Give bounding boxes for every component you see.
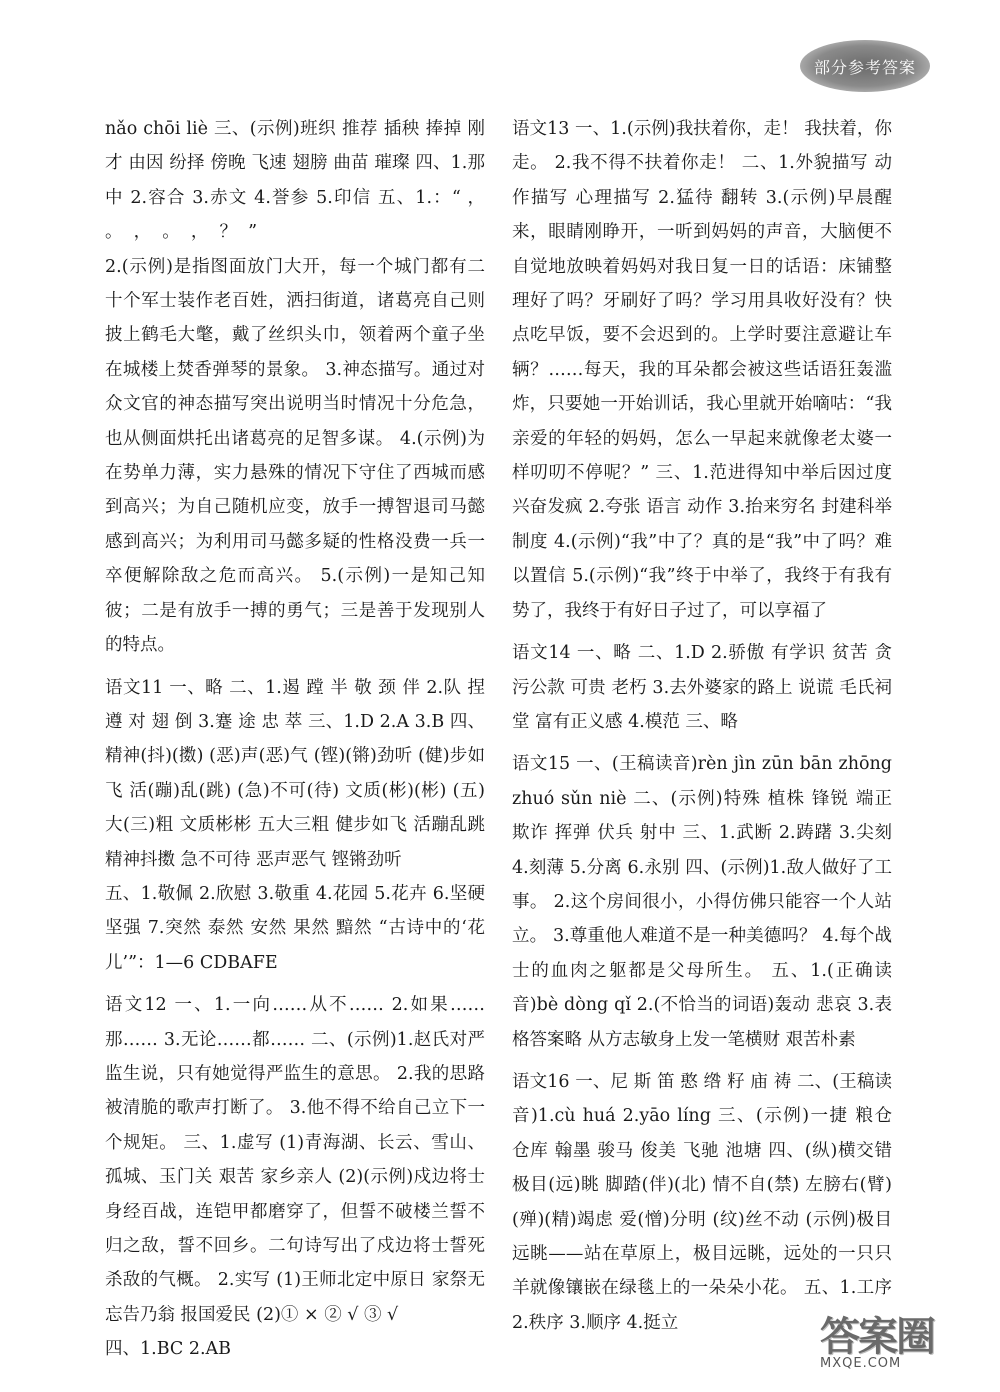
answer-header-badge: 部分参考答案 [800, 40, 930, 92]
answer-block-ln-1: nǎo chōi liè 三、(示例)班织 推荐 插秧 捧掉 刚才 由因 纷择 傍晚 飞速 翅膀 曲苗 璀璨 四、1.那中 2.容合 3.赤文 4.誉参 5.印信 五、1.：“ ， 。 ， 。 ， ？ ” [105, 119, 497, 243]
watermark-main-text: 答案圈 [820, 1314, 934, 1360]
answer-block-rn-1: 语文13 一、1.(示例)我扶着你，走！ 我扶着，你走。 2.我不得不扶着你走！ 二、1.外貌描写 动作描写 心理描写 2.猛待 翻转 3.(示例)早晨醒来，眼睛刚睁开，一听到妈妈的声音，大脑便不自觉地放映着妈妈对我日复一日的话语：床铺整理好了吗？牙刷好了吗？学习用具收好没有？快点吃早饭，要不会迟到的。上学时要注意避让车辆？……每天，我的耳朵都会被这些话语狂轰滥炸，只要她一开始训话，我心里就开始嘀咕：“我亲爱的年轻的妈妈，怎么一早起来就像老太婆一样叨叨不停呢？” 三、1.范进得知中举后因过度兴奋发疯 2.夸张 语言 动作 3.抬来穷名 封建科举制度 4.(示例)“我”中了？真的是“我”中了吗？难以置信 5.(示例)“我”终于中举了，我终于有我有势了，我终于有好日子过了，可以享福了 [512, 119, 892, 621]
answer-block-rn-4: 语文16 一、尼 斯 笛 憨 绺 籽 庙 祷 二、(王稿读音)1.cù huá 2.yāo líng 三、(示例)一捷 粮仓 仓库 翰墨 骏马 俊美 飞驰 池塘 四、(纵)横交错 极目(远)眺 脚踏(伴)(北) 情不自(禁) 左膀右(臂) (殚)(精)竭虑 爱(憎)分明 (纹)丝不动 (示例)极目远眺——站在草原上，极目远眺，远处的一只只羊就像镶嵌在绿毯上的一朵朵小花。 五、1.工序 2.秩序 3.顺序 4.挺立 [512, 1071, 898, 1333]
watermark-url-text: MXQE.COM [820, 1356, 902, 1371]
right-answer-column [512, 112, 898, 1340]
answer-block-rn-2: 语文14 一、略 二、1.D 2.骄傲 有学识 贫苦 贪污公款 可贵 老朽 3.去外婆家的路上 说谎 毛氏祠堂 富有正义感 4.模范 三、略 [512, 643, 892, 732]
left-answer-column [105, 112, 497, 1367]
answer-block-ln-3: 语文11 一、略 二、1.遏 蹚 半 敬 颈 伴 2.队 捏 遵 对 翅 倒 3.蹇 途 忠 萃 三、1.D 2.A 3.B 四、精神(抖)(擞) (恶)声(恶)气 (铿)(锵)劲听 (健)步如飞 活(蹦)乱(跳) (急)不可(待) 文质(彬)(彬) (五)大(三)粗 文质彬彬 五大三粗 健步如飞 活蹦乱跳 精神抖擞 急不可待 恶声恶气 铿锵劲听 [105, 677, 491, 870]
answer-block-ln-5: 语文12 一、1.一向……从不…… 2.如果……那…… 3.无论……都…… 二、(示例)1.赵氏对严监生说，只有她觉得严监生的意思。 2.我的思路被清脆的歌声打断了。 3.他不得不给自己立下一个规矩。 三、1.虚写 (1)青海湖、长云、雪山、孤城、玉门关 艰苦 家乡亲人 (2)(示例)戍边将士身经百战，连铠甲都磨穿了，但誓不破楼兰誓不归之敌，誓不回乡。二句诗写出了戍边将士誓死杀敌的气概。 2.实写 (1)王师北定中原日 家祭无忘告乃翁 报国爱民 (2)① × ② √ ③ √ [105, 995, 485, 1325]
answer-block-ln-6: 四、1.BC 2.AB [105, 1339, 232, 1360]
answer-block-rn-3: 语文15 一、(王稿读音)rèn jìn zūn bān zhōng zhuó sǔn niè 二、(示例)特殊 植株 锋锐 端正 欺诈 挥弹 伏兵 射中 三、1.武断 2.踌躇 3.尖刻 4.刻薄 5.分离 6.永别 四、(示例)1.敌人做好了工事。 2.这个房间很小，小得仿佛只能容一个人站立。 3.尊重他人难道不是一种美德吗？ 4.每个战士的血肉之躯都是父母所生。 五、1.(正确读音)bè dòng qǐ 2.(不恰当的词语)轰动 悲哀 3.表格答案略 从方志敏身上发一笔横财 艰苦朴素 [512, 754, 898, 1050]
answer-block-ln-4: 五、1.敬佩 2.欣慰 3.敬重 4.花园 5.花卉 6.坚硬 坚强 7.突然 泰然 安然 果然 黯然 “古诗中的‘花儿’”：1—6 CDBAFE [105, 883, 491, 973]
answer-block-ln-2: 2.(示例)是指图面放门大开，每一个城门都有二十个军士装作老百姓，洒扫街道，诸葛亮自己则披上鹤毛大氅，戴了丝织头巾，领着两个童子坐在城楼上焚香弹琴的景象。 3.神态描写。通过对众文官的神态描写突出说明当时情况十分危急，也从侧面烘托出诸葛亮的足智多谋。 4.(示例)为在势单力薄，实力悬殊的情况下守住了西城而感到高兴；为自己随机应变，放手一搏智退司马懿感到高兴；为利用司马懿多疑的性格没费一兵一卒便解除敌之危而高兴。 5.(示例)一是知己知彼；二是有放手一搏的勇气；三是善于发现别人的特点。 [105, 256, 485, 656]
site-watermark-logo [820, 1305, 970, 1385]
